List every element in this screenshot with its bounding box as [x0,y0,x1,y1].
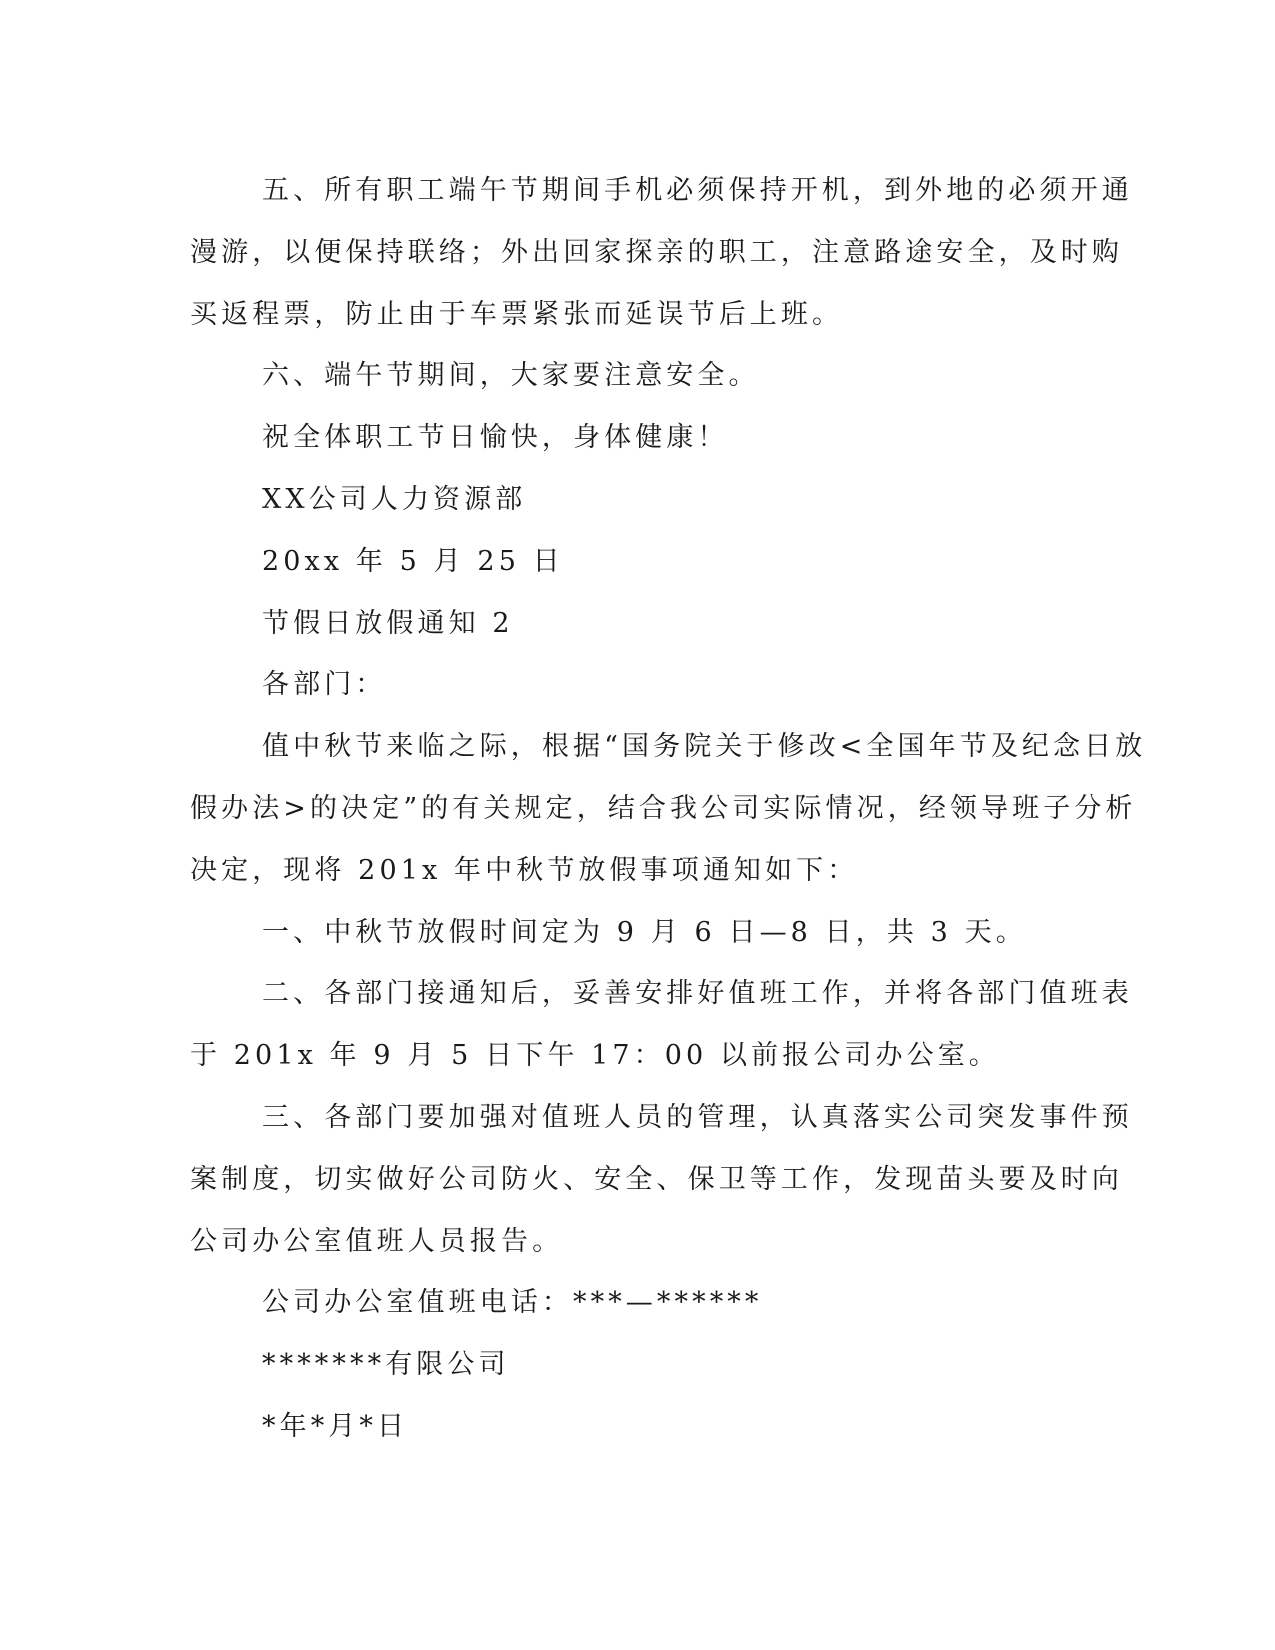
document-body [190,160,1147,1458]
signature-company: *******有限公司 [262,1349,510,1381]
paragraph-line: 一、中秋节放假时间定为 9 月 6 日—8 日，共 3 天。 [262,916,1027,948]
signature-date: 20xx 年 5 月 25 日 [262,545,564,577]
salutation: 各部门： [262,669,387,701]
paragraph-line: 于 201x 年 9 月 5 日下午 17：00 以前报公司办公室。 [190,1040,1000,1072]
paragraph-line: 二、各部门接通知后，妥善安排好值班工作，并将各部门值班表 [262,978,1133,1010]
paragraph-line: 六、端午节期间，大家要注意安全。 [262,360,760,392]
paragraph-line: 假办法>的决定”的有关规定，结合我公司实际情况，经领导班子分析 [190,792,1137,824]
notice-title: 节假日放假通知 2 [262,607,514,639]
paragraph-line: 案制度，切实做好公司防火、安全、保卫等工作，发现苗头要及时向 [190,1163,1123,1195]
paragraph-line: 买返程票，防止由于车票紧张而延误节后上班。 [190,298,844,330]
duty-phone-line: 公司办公室值班电话：***—****** [262,1287,763,1319]
paragraph-line: 漫游，以便保持联络；外出回家探亲的职工，注意路途安全，及时购 [190,236,1123,268]
paragraph-line: 三、各部门要加强对值班人员的管理，认真落实公司突发事件预 [262,1101,1133,1133]
paragraph-line: 公司办公室值班人员报告。 [190,1225,564,1257]
greeting-line: 祝全体职工节日愉快，身体健康！ [262,422,729,454]
paragraph-line: 值中秋节来临之际，根据“国务院关于修改<全国年节及纪念日放 [262,731,1147,763]
paragraph-line: 五、所有职工端午节期间手机必须保持开机，到外地的必须开通 [262,175,1133,206]
paragraph-line: 决定，现将 201x 年中秋节放假事项通知如下： [190,854,859,886]
signature-date: *年*月*日 [262,1410,409,1442]
signature-department: XX公司人力资源部 [262,483,527,515]
